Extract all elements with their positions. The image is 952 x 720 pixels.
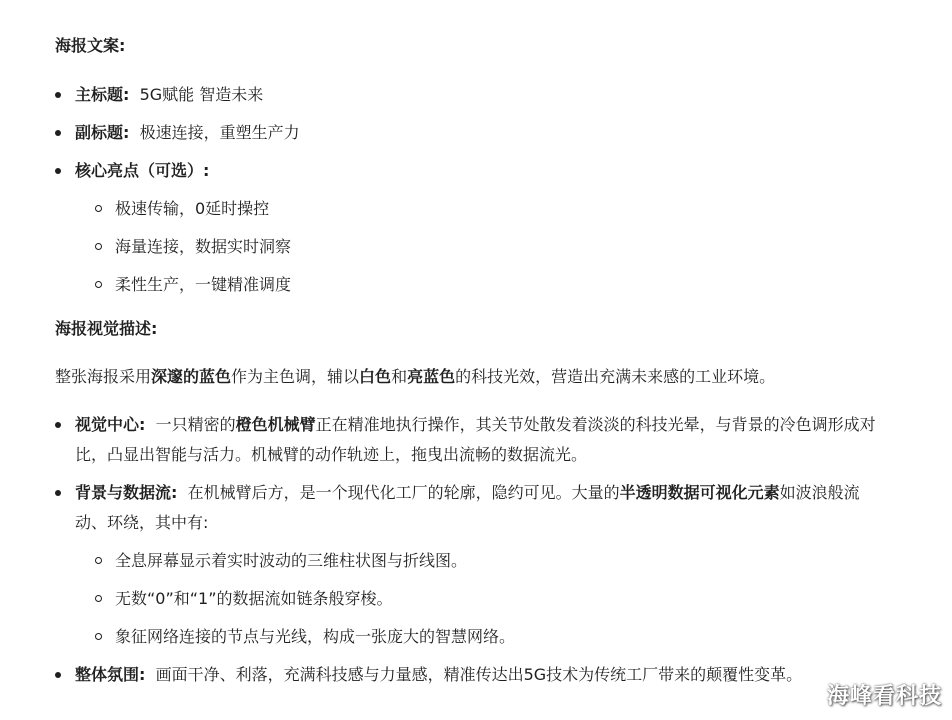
sublist-item: 全息屏幕显示着实时波动的三维柱状图与折线图。 [95,546,885,584]
visual-description-heading: 海报视觉描述: [55,319,158,338]
watermark: 海峰看科技 [826,684,942,709]
bullet-icon [55,490,61,496]
list-item-highlights: 核心亮点（可选）: 极速传输，0延时操控 海量连接，数据实时洞察 柔性生产，一键精准调度 [55,156,885,308]
bullet-icon [55,92,61,98]
circle-bullet-icon [95,205,102,212]
sublist-item: 海量连接，数据实时洞察 [95,232,885,270]
intro-paragraph: 整张海报采用深邃的蓝色作为主色调，辅以白色和亮蓝色的科技光效，营造出充满未来感的工业环境。 [55,367,776,386]
circle-bullet-icon [95,595,102,602]
visual-list [55,410,885,690]
document-body [55,31,885,690]
list-item-main-title: 主标题: 5G赋能 智造未来 [55,80,885,118]
circle-bullet-icon [95,557,102,564]
bullet-icon [55,672,61,678]
background-sublist [75,546,885,660]
bullet-icon [55,168,61,174]
sublist-item: 无数“0”和“1”的数据流如链条般穿梭。 [95,584,885,622]
highlights-sublist [75,194,885,308]
bullet-icon [55,130,61,136]
copy-list [55,80,885,308]
poster-copy-heading: 海报文案: [55,36,126,55]
circle-bullet-icon [95,633,102,640]
list-item-background: 背景与数据流: 在机械臂后方，是一个现代化工厂的轮廓，隐约可见。大量的半透明数据可视化元素如波浪般流动、环绕，其中有: 全息屏幕显示着实时波动的三维柱状图与折线图。 无数“0”和“1”的数据流如链条般穿梭。 象征网络连接的节点与光线，构成一张庞大的智慧网络。 [55,478,885,660]
list-item-atmosphere: 整体氛围: 画面干净、利落，充满科技感与力量感，精准传达出5G技术为传统工厂带来的颠覆性变革。 [55,660,885,690]
list-item-visual-center: 视觉中心: 一只精密的橙色机械臂正在精准地执行操作，其关节处散发着淡淡的科技光晕，与背景的冷色调形成对比，凸显出智能与活力。机械臂的动作轨迹上，拖曳出流畅的数据流光。 [55,410,885,470]
bullet-icon [55,422,61,428]
sublist-item: 柔性生产，一键精准调度 [95,270,885,308]
sublist-item: 象征网络连接的节点与光线，构成一张庞大的智慧网络。 [95,622,885,660]
list-item-subtitle: 副标题: 极速连接，重塑生产力 [55,118,885,156]
circle-bullet-icon [95,243,102,250]
circle-bullet-icon [95,281,102,288]
sublist-item: 极速传输，0延时操控 [95,194,885,232]
